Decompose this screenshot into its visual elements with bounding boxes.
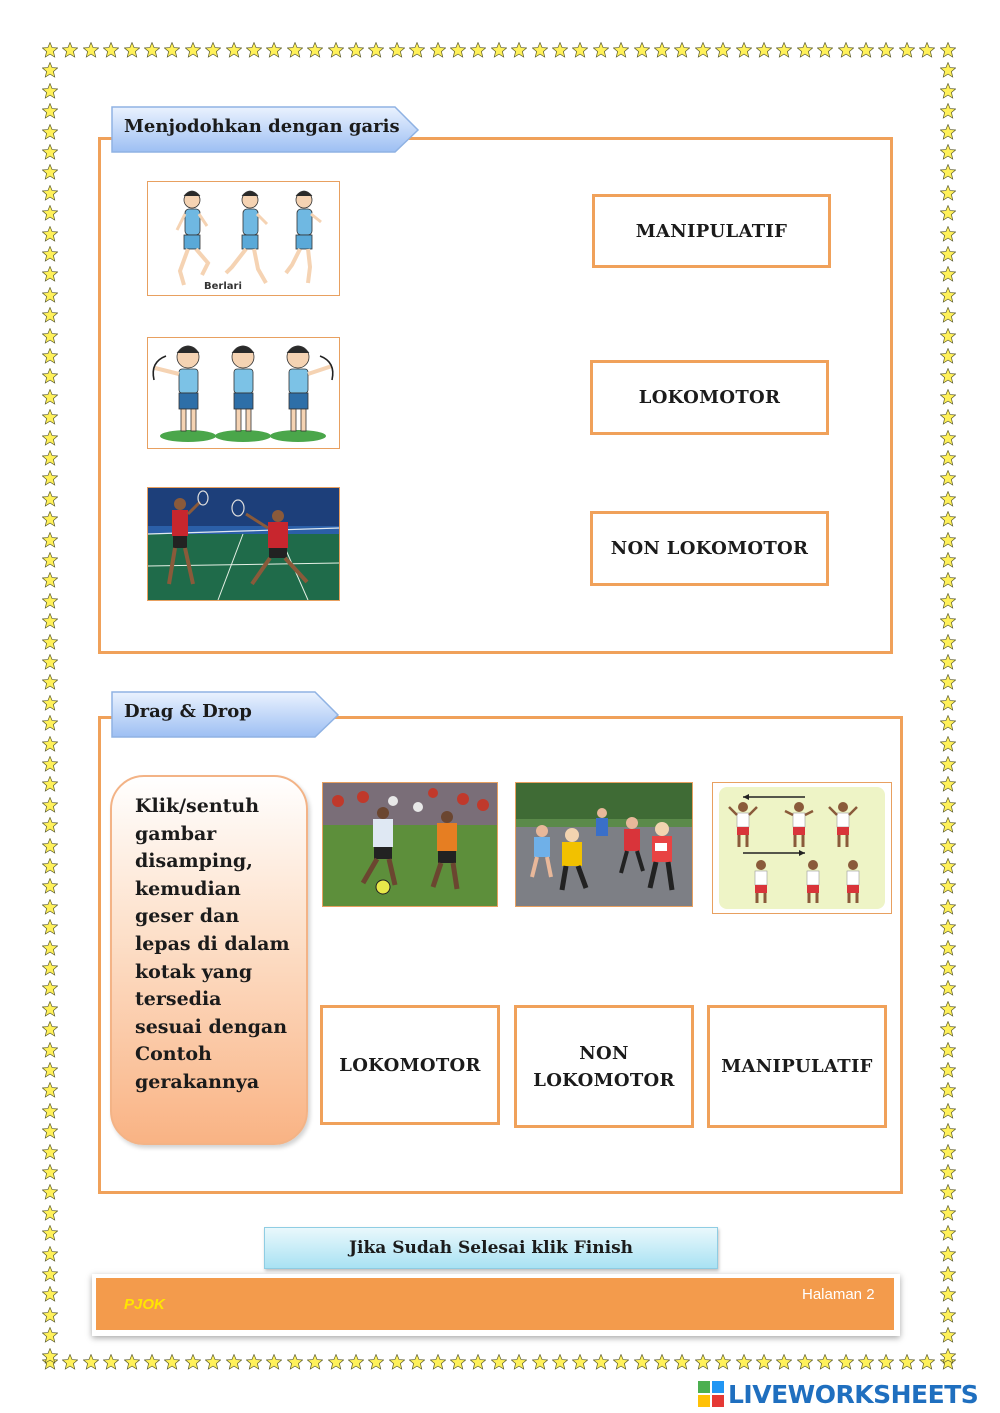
- border-star-icon: [940, 593, 956, 609]
- border-star-icon: [715, 1354, 731, 1370]
- border-star-icon: [572, 1354, 588, 1370]
- border-star-icon: [940, 1001, 956, 1017]
- footer-bar: [96, 1278, 894, 1330]
- footer-subject: PJOK: [124, 1296, 165, 1313]
- border-star-icon: [940, 634, 956, 650]
- draggable-exercise-image[interactable]: [712, 782, 892, 914]
- drag-drop-section-tag: [110, 690, 342, 738]
- border-star-icon: [42, 511, 58, 527]
- border-star-icon: [42, 450, 58, 466]
- border-star-icon: [409, 42, 425, 58]
- border-star-icon: [124, 42, 140, 58]
- border-star-icon: [164, 42, 180, 58]
- border-star-icon: [940, 103, 956, 119]
- border-star-icon: [940, 1246, 956, 1262]
- border-star-icon: [940, 409, 956, 425]
- image-caption: Berlari: [204, 281, 242, 292]
- border-star-icon: [124, 1354, 140, 1370]
- border-star-icon: [532, 1354, 548, 1370]
- border-star-icon: [42, 838, 58, 854]
- border-star-icon: [42, 552, 58, 568]
- border-star-icon: [368, 42, 384, 58]
- border-star-icon: [919, 42, 935, 58]
- border-star-icon: [42, 1266, 58, 1282]
- border-star-icon: [940, 715, 956, 731]
- border-star-icon: [42, 205, 58, 221]
- border-star-icon: [940, 144, 956, 160]
- border-star-icon: [940, 62, 956, 78]
- border-star-icon: [940, 1205, 956, 1221]
- border-star-icon: [185, 42, 201, 58]
- border-star-icon: [878, 1354, 894, 1370]
- border-star-icon: [470, 1354, 486, 1370]
- border-star-icon: [42, 1021, 58, 1037]
- matching-section-tag: [110, 105, 422, 153]
- border-star-icon: [42, 572, 58, 588]
- border-star-icon: [266, 42, 282, 58]
- border-star-icon: [42, 919, 58, 935]
- border-star-icon: [940, 817, 956, 833]
- badminton-photo: [148, 488, 339, 600]
- finish-button[interactable]: Jika Sudah Selesai klik Finish: [264, 1227, 718, 1269]
- border-star-icon: [42, 960, 58, 976]
- border-star-icon: [940, 899, 956, 915]
- border-star-icon: [42, 695, 58, 711]
- border-star-icon: [409, 1354, 425, 1370]
- border-star-icon: [42, 1164, 58, 1180]
- border-star-icon: [817, 42, 833, 58]
- border-star-icon: [736, 1354, 752, 1370]
- border-star-icon: [42, 1327, 58, 1343]
- dropzone-manipulatif[interactable]: MANIPULATIF: [707, 1005, 887, 1128]
- liveworksheets-logo[interactable]: [698, 1378, 978, 1410]
- border-star-icon: [817, 1354, 833, 1370]
- border-star-icon: [940, 124, 956, 140]
- border-star-icon: [185, 1354, 201, 1370]
- border-star-icon: [42, 307, 58, 323]
- border-star-icon: [532, 42, 548, 58]
- liveworksheets-wordmark: LIVEWORKSHEETS: [728, 1379, 979, 1409]
- border-star-icon: [42, 389, 58, 405]
- border-star-icon: [940, 1021, 956, 1037]
- border-star-icon: [940, 980, 956, 996]
- exercise-illustration: [713, 783, 891, 913]
- running-race-photo: [516, 783, 692, 906]
- border-star-icon: [42, 1246, 58, 1262]
- border-star-icon: [940, 532, 956, 548]
- border-star-icon: [940, 1307, 956, 1323]
- border-star-icon: [164, 1354, 180, 1370]
- border-star-icon: [838, 1354, 854, 1370]
- border-star-icon: [940, 450, 956, 466]
- border-star-icon: [940, 1042, 956, 1058]
- border-star-icon: [940, 430, 956, 446]
- draggable-football-image[interactable]: [322, 782, 498, 907]
- border-star-icon: [940, 756, 956, 772]
- border-star-icon: [430, 42, 446, 58]
- border-star-icon: [42, 776, 58, 792]
- border-star-icon: [42, 226, 58, 242]
- border-star-icon: [307, 42, 323, 58]
- border-star-icon: [940, 266, 956, 282]
- border-star-icon: [940, 572, 956, 588]
- matching-section-title: Menjodohkan dengan garis: [124, 116, 400, 137]
- border-star-icon: [878, 42, 894, 58]
- border-star-icon: [42, 674, 58, 690]
- border-star-icon: [940, 226, 956, 242]
- border-star-icon: [307, 1354, 323, 1370]
- liveworksheets-icon: [698, 1381, 724, 1407]
- border-star-icon: [940, 389, 956, 405]
- border-star-icon: [42, 409, 58, 425]
- border-star-icon: [42, 266, 58, 282]
- border-star-icon: [593, 1354, 609, 1370]
- border-star-icon: [42, 654, 58, 670]
- border-star-icon: [42, 1348, 58, 1364]
- border-star-icon: [695, 1354, 711, 1370]
- border-star-icon: [940, 878, 956, 894]
- border-star-icon: [940, 1286, 956, 1302]
- border-star-icon: [42, 1062, 58, 1078]
- border-star-icon: [103, 1354, 119, 1370]
- border-star-icon: [940, 246, 956, 262]
- border-star-icon: [940, 164, 956, 180]
- border-star-icon: [42, 634, 58, 650]
- border-star-icon: [42, 1286, 58, 1302]
- border-star-icon: [42, 164, 58, 180]
- border-star-icon: [42, 491, 58, 507]
- border-star-icon: [940, 185, 956, 201]
- dropzone-lokomotor[interactable]: LOKOMOTOR: [320, 1005, 500, 1125]
- border-star-icon: [42, 1042, 58, 1058]
- border-star-icon: [940, 1266, 956, 1282]
- arm-swing-illustration: [148, 338, 339, 448]
- border-star-icon: [858, 42, 874, 58]
- border-star-icon: [430, 1354, 446, 1370]
- border-star-icon: [226, 42, 242, 58]
- border-star-icon: [511, 1354, 527, 1370]
- border-star-icon: [940, 511, 956, 527]
- border-star-icon: [470, 42, 486, 58]
- border-star-icon: [62, 1354, 78, 1370]
- badminton-players-image[interactable]: [147, 487, 340, 601]
- arm-swing-children-image[interactable]: [147, 337, 340, 449]
- match-option-manipulatif[interactable]: MANIPULATIF: [592, 194, 831, 268]
- border-star-icon: [42, 124, 58, 140]
- border-star-icon: [42, 83, 58, 99]
- border-star-icon: [940, 919, 956, 935]
- border-star-icon: [266, 1354, 282, 1370]
- border-star-icon: [940, 1123, 956, 1139]
- border-star-icon: [940, 368, 956, 384]
- border-star-icon: [940, 838, 956, 854]
- border-star-icon: [940, 613, 956, 629]
- border-star-icon: [42, 144, 58, 160]
- border-star-icon: [940, 940, 956, 956]
- border-star-icon: [205, 1354, 221, 1370]
- border-star-icon: [491, 1354, 507, 1370]
- border-star-icon: [42, 1144, 58, 1160]
- border-star-icon: [654, 42, 670, 58]
- border-star-icon: [940, 348, 956, 364]
- border-star-icon: [42, 940, 58, 956]
- border-star-icon: [42, 817, 58, 833]
- border-star-icon: [940, 1164, 956, 1180]
- footer-page-number: Halaman 2: [802, 1286, 875, 1303]
- running-illustration: [148, 182, 339, 295]
- border-star-icon: [797, 42, 813, 58]
- border-star-icon: [552, 42, 568, 58]
- dropzone-non-lokomotor[interactable]: NON LOKOMOTOR: [514, 1005, 694, 1128]
- border-star-icon: [287, 42, 303, 58]
- border-star-icon: [634, 1354, 650, 1370]
- border-star-icon: [450, 42, 466, 58]
- border-star-icon: [103, 42, 119, 58]
- border-star-icon: [940, 1082, 956, 1098]
- border-star-icon: [940, 552, 956, 568]
- border-star-icon: [654, 1354, 670, 1370]
- border-star-icon: [42, 328, 58, 344]
- border-star-icon: [940, 491, 956, 507]
- border-star-icon: [940, 287, 956, 303]
- border-star-icon: [246, 42, 262, 58]
- border-star-icon: [940, 1327, 956, 1343]
- border-star-icon: [42, 980, 58, 996]
- border-star-icon: [42, 756, 58, 772]
- instruction-box: Klik/sentuh gambar disamping, kemudian geser dan lepas di dalam kotak yang tersedia sesuai dengan Contoh gerakannya: [110, 775, 308, 1145]
- border-star-icon: [940, 858, 956, 874]
- border-star-icon: [328, 1354, 344, 1370]
- border-star-icon: [42, 246, 58, 262]
- border-star-icon: [940, 1184, 956, 1200]
- draggable-running-race-image[interactable]: [515, 782, 693, 907]
- border-star-icon: [42, 62, 58, 78]
- border-star-icon: [491, 42, 507, 58]
- border-star-icon: [919, 1354, 935, 1370]
- border-star-icon: [144, 42, 160, 58]
- border-star-icon: [42, 1123, 58, 1139]
- border-star-icon: [940, 42, 956, 58]
- border-star-icon: [83, 42, 99, 58]
- border-star-icon: [940, 1348, 956, 1364]
- border-star-icon: [899, 42, 915, 58]
- drag-drop-section-title: Drag & Drop: [124, 701, 252, 722]
- border-star-icon: [940, 1062, 956, 1078]
- border-star-icon: [42, 1001, 58, 1017]
- border-star-icon: [552, 1354, 568, 1370]
- border-star-icon: [940, 1144, 956, 1160]
- border-star-icon: [42, 368, 58, 384]
- border-star-icon: [62, 42, 78, 58]
- border-star-icon: [695, 42, 711, 58]
- border-star-icon: [42, 532, 58, 548]
- football-photo: [323, 783, 497, 906]
- border-star-icon: [940, 695, 956, 711]
- border-star-icon: [246, 1354, 262, 1370]
- border-star-icon: [940, 1103, 956, 1119]
- border-star-icon: [368, 1354, 384, 1370]
- border-star-icon: [511, 42, 527, 58]
- border-star-icon: [940, 674, 956, 690]
- border-star-icon: [613, 1354, 629, 1370]
- border-star-icon: [858, 1354, 874, 1370]
- border-star-icon: [287, 1354, 303, 1370]
- border-star-icon: [940, 654, 956, 670]
- border-star-icon: [42, 613, 58, 629]
- border-star-icon: [42, 1225, 58, 1241]
- border-star-icon: [42, 797, 58, 813]
- border-star-icon: [42, 1103, 58, 1119]
- border-star-icon: [42, 899, 58, 915]
- border-star-icon: [83, 1354, 99, 1370]
- border-star-icon: [42, 470, 58, 486]
- border-star-icon: [42, 103, 58, 119]
- border-star-icon: [42, 593, 58, 609]
- border-star-icon: [42, 1184, 58, 1200]
- border-star-icon: [940, 328, 956, 344]
- border-star-icon: [348, 1354, 364, 1370]
- border-star-icon: [42, 1205, 58, 1221]
- border-star-icon: [348, 42, 364, 58]
- border-star-icon: [940, 205, 956, 221]
- match-option-non-lokomotor[interactable]: NON LOKOMOTOR: [590, 511, 829, 586]
- border-star-icon: [940, 960, 956, 976]
- border-star-icon: [42, 1082, 58, 1098]
- border-star-icon: [797, 1354, 813, 1370]
- border-star-icon: [756, 42, 772, 58]
- border-star-icon: [756, 1354, 772, 1370]
- border-star-icon: [940, 797, 956, 813]
- match-option-lokomotor[interactable]: LOKOMOTOR: [590, 360, 829, 435]
- border-star-icon: [144, 1354, 160, 1370]
- border-star-icon: [593, 42, 609, 58]
- border-star-icon: [389, 42, 405, 58]
- border-star-icon: [736, 42, 752, 58]
- border-star-icon: [776, 42, 792, 58]
- border-star-icon: [450, 1354, 466, 1370]
- border-star-icon: [42, 430, 58, 446]
- border-star-icon: [634, 42, 650, 58]
- border-star-icon: [674, 1354, 690, 1370]
- border-star-icon: [42, 348, 58, 364]
- border-star-icon: [42, 287, 58, 303]
- border-star-icon: [674, 42, 690, 58]
- border-star-icon: [42, 736, 58, 752]
- border-star-icon: [389, 1354, 405, 1370]
- border-star-icon: [42, 715, 58, 731]
- border-star-icon: [613, 42, 629, 58]
- border-star-icon: [205, 42, 221, 58]
- border-star-icon: [940, 307, 956, 323]
- border-star-icon: [42, 878, 58, 894]
- border-star-icon: [226, 1354, 242, 1370]
- border-star-icon: [42, 1307, 58, 1323]
- border-star-icon: [940, 470, 956, 486]
- border-star-icon: [572, 42, 588, 58]
- border-star-icon: [899, 1354, 915, 1370]
- border-star-icon: [328, 42, 344, 58]
- running-children-image[interactable]: [147, 181, 340, 296]
- border-star-icon: [42, 42, 58, 58]
- border-star-icon: [42, 858, 58, 874]
- border-star-icon: [838, 42, 854, 58]
- border-star-icon: [715, 42, 731, 58]
- border-star-icon: [940, 776, 956, 792]
- border-star-icon: [940, 736, 956, 752]
- border-star-icon: [940, 1225, 956, 1241]
- border-star-icon: [42, 185, 58, 201]
- border-star-icon: [776, 1354, 792, 1370]
- border-star-icon: [940, 83, 956, 99]
